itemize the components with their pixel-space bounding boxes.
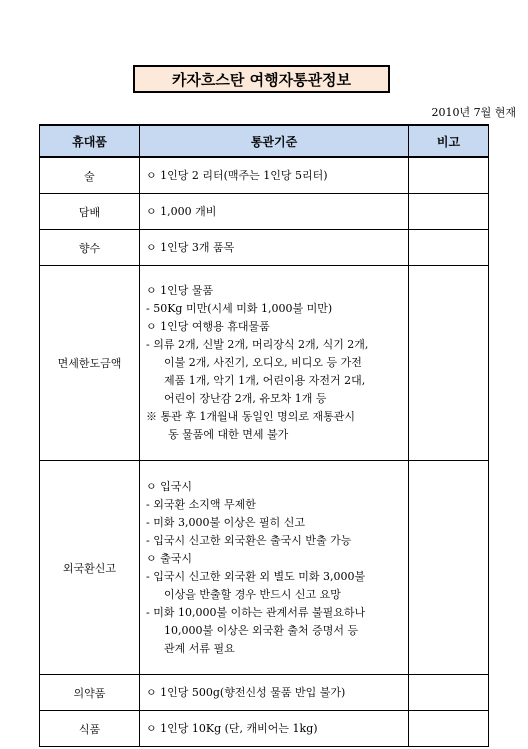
remarks-cell xyxy=(409,266,489,461)
header-remarks: 비고 xyxy=(409,125,489,157)
customs-table xyxy=(39,124,489,747)
standard-cell xyxy=(140,711,409,747)
standard-line: ㅇ 1,000 개비 xyxy=(146,204,217,218)
standard-cell xyxy=(140,675,409,711)
standard-line: 제품 1개, 악기 1개, 어린이용 자전거 2대, xyxy=(164,374,366,387)
table-row xyxy=(40,157,489,194)
remarks-cell xyxy=(409,230,489,266)
standard-line: - 미화 10,000불 이하는 관계서류 불필요하나 xyxy=(146,605,366,619)
standard-cell xyxy=(140,157,409,194)
standard-line: 10,000불 이상은 외국환 출처 증명서 등 xyxy=(164,623,359,637)
table-row xyxy=(40,711,489,747)
standard-cell xyxy=(140,230,409,266)
table-row xyxy=(40,266,489,461)
standard-line: ㅇ 1인당 10Kg (단, 캐비어는 1kg) xyxy=(146,721,318,735)
standard-line: - 입국시 신고한 외국환 외 별도 미화 3,000불 xyxy=(146,569,366,583)
item-cell: 향수 xyxy=(40,230,140,266)
standard-line: 관계 서류 필요 xyxy=(164,641,235,655)
header-standard: 통관기준 xyxy=(140,125,409,157)
remarks-cell xyxy=(409,675,489,711)
item-cell: 술 xyxy=(40,157,140,194)
standard-line: - 미화 3,000불 이상은 필히 신고 xyxy=(146,515,305,529)
standard-line: ※ 통관 후 1개월내 동일인 명의로 재통관시 xyxy=(146,410,355,423)
standard-line: - 의류 2개, 신발 2개, 머리장식 2개, 식기 2개, xyxy=(146,338,369,351)
table-row xyxy=(40,461,489,675)
standard-line: ㅇ 1인당 여행용 휴대물품 xyxy=(146,320,270,333)
date-label: 2010년 7월 현재 xyxy=(431,106,516,119)
item-cell: 외국환신고 xyxy=(40,461,140,675)
standard-line: ㅇ 1인당 3개 품목 xyxy=(146,240,235,254)
standard-line: ㅇ 출국시 xyxy=(146,551,193,565)
standard-line: - 입국시 신고한 외국환은 출국시 반출 가능 xyxy=(146,533,352,547)
remarks-cell xyxy=(409,461,489,675)
standard-line: 이상을 반출할 경우 반드시 신고 요망 xyxy=(164,587,341,601)
item-cell: 면세한도금액 xyxy=(40,266,140,461)
item-cell: 담배 xyxy=(40,194,140,230)
table-row xyxy=(40,675,489,711)
standard-line: - 50Kg 미만(시세 미화 1,000불 미만) xyxy=(146,302,333,315)
table-row xyxy=(40,230,489,266)
item-cell: 식품 xyxy=(40,711,140,747)
table-row xyxy=(40,194,489,230)
standard-line: ㅇ 입국시 xyxy=(146,479,193,493)
standard-line: ㅇ 1인당 물품 xyxy=(146,284,214,297)
standard-cell xyxy=(140,461,409,675)
standard-line: ㅇ 1인당 2 리터(맥주는 1인당 5리터) xyxy=(146,168,328,182)
remarks-cell xyxy=(409,711,489,747)
remarks-cell xyxy=(409,194,489,230)
remarks-cell xyxy=(409,157,489,194)
header-item: 휴대품 xyxy=(40,125,140,157)
standard-line: ㅇ 1인당 500g(향전신성 물품 반입 불가) xyxy=(146,685,346,699)
item-cell: 의약품 xyxy=(40,675,140,711)
standard-cell xyxy=(140,266,409,461)
standard-line: 동 물품에 대한 면세 불가 xyxy=(168,428,289,441)
standard-cell xyxy=(140,194,409,230)
document-title: 카자흐스탄 여행자통관정보 xyxy=(133,65,390,93)
standard-line: 어린이 장난감 2개, 유모차 1개 등 xyxy=(164,392,327,405)
standard-line: 이불 2개, 사진기, 오디오, 비디오 등 가전 xyxy=(164,356,362,369)
standard-line: - 외국환 소지액 무제한 xyxy=(146,497,256,511)
